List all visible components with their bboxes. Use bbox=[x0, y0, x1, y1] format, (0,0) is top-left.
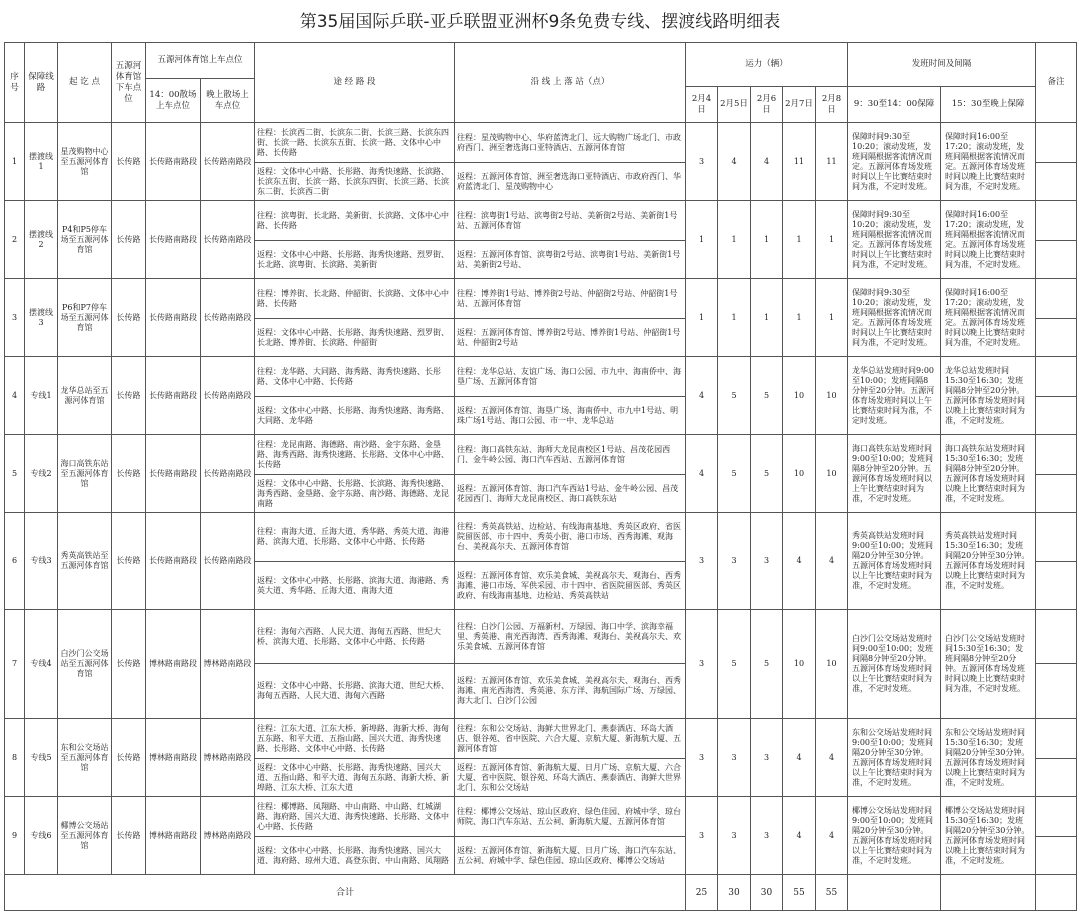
row-wuyuan-stop: 长传路 bbox=[112, 719, 146, 797]
row-line: 专线4 bbox=[25, 610, 58, 719]
header-remarks: 备注 bbox=[1036, 43, 1077, 123]
row-remarks-return bbox=[1036, 759, 1077, 797]
row-capacity: 1 bbox=[686, 201, 718, 279]
row-via-out: 往程：南海大道、丘海大道、秀华路、秀英大道、海港路、滨海大道、长彤路、文体中心中路、长传路 bbox=[255, 513, 455, 562]
row-remarks-return bbox=[1036, 397, 1077, 435]
row-capacity: 4 bbox=[718, 123, 751, 201]
row-stops-back: 返程：五源河体育馆、新海航大厦、日月广场、海口汽车东站、五公祠、府城中学、绿色佳园、琼山区政府、椰博公交场站 bbox=[455, 837, 686, 875]
row-capacity: 1 bbox=[718, 279, 751, 357]
row-capacity: 1 bbox=[783, 279, 816, 357]
row-seq: 9 bbox=[5, 797, 25, 875]
row-via-out: 往程：滨粤街、长北路、美新街、长滨路、文体中心中路、长传路 bbox=[255, 201, 455, 241]
row-time-morning: 椰博公交场站发班时间9:00至10:00；发班间隔20分钟至30分钟。五源河体育场发班时间以上午比赛结束时间为准，不定时发班。 bbox=[848, 797, 941, 875]
row-time-afternoon: 白沙门公交场站发班时间15:30至16:30；发班间隔8分钟至20分钟。五源河体育场发班时间以晚上比赛结束时间为准，不定时发班。 bbox=[941, 610, 1036, 719]
row-remarks bbox=[1036, 513, 1077, 562]
header-seq: 序号 bbox=[5, 43, 25, 123]
total-capacity: 25 bbox=[686, 875, 718, 911]
row-wuyuan-stop: 长传路 bbox=[112, 279, 146, 357]
row-capacity: 3 bbox=[686, 797, 718, 875]
row-time-afternoon: 秀英高铁站发班时间15:30至16:30；发班间隔20分钟至30分钟。五源河体育场发班时间以晚上比赛结束时间为准，不定时发班。 bbox=[941, 513, 1036, 610]
row-capacity: 1 bbox=[816, 279, 848, 357]
row-time-afternoon: 椰博公交场站发班时间15:30至16:30；发班间隔20分钟至30分钟。五源河体育场发班时间以晚上比赛结束时间为准，不定时发班。 bbox=[941, 797, 1036, 875]
row-capacity: 11 bbox=[816, 123, 848, 201]
header-stops: 沿 线 上 落 站（点） bbox=[455, 43, 686, 123]
total-label: 合计 bbox=[5, 875, 686, 911]
row-board-1400: 博林路南路段 bbox=[146, 610, 201, 719]
row-capacity: 5 bbox=[751, 610, 783, 719]
row-time-afternoon: 保障时间16:00至17:20；滚动发班，发班间隔根据客流情况而定。五源河体育场发班时间以晚上比赛结束时间为准，不定时发班。 bbox=[941, 279, 1036, 357]
row-remarks-return bbox=[1036, 837, 1077, 875]
header-date: 2月6日 bbox=[751, 87, 783, 123]
row-origin: 白沙门公交场站至五源河体育馆 bbox=[58, 610, 112, 719]
row-capacity: 10 bbox=[783, 357, 816, 435]
table-row bbox=[5, 357, 1077, 397]
row-capacity: 3 bbox=[686, 610, 718, 719]
row-remarks bbox=[1036, 719, 1077, 759]
row-wuyuan-stop: 长传路 bbox=[112, 201, 146, 279]
row-remarks bbox=[1036, 435, 1077, 475]
row-origin: 东和公交场站至五源河体育馆 bbox=[58, 719, 112, 797]
row-seq: 8 bbox=[5, 719, 25, 797]
header-date: 2月4日 bbox=[686, 87, 718, 123]
row-time-morning: 保障时间9:30至10:20；滚动发班，发班间隔根据客流情况而定。五源河体育场发班时间以上午比赛结束时间为准，不定时发班。 bbox=[848, 201, 941, 279]
row-stops-out: 往程：海口高铁东站、海师大龙昆南校区1号站、昌茂花园西门、金牛岭公园、海口汽车西站、五源河体育馆 bbox=[455, 435, 686, 475]
row-origin: P4和P5停车场至五源河体育馆 bbox=[58, 201, 112, 279]
row-board-evening: 长传路南路段 bbox=[201, 513, 255, 610]
header-board-1400: 14：00散场上车点位 bbox=[146, 79, 201, 123]
row-capacity: 4 bbox=[783, 719, 816, 797]
row-capacity: 5 bbox=[718, 610, 751, 719]
row-wuyuan-stop: 长传路 bbox=[112, 797, 146, 875]
row-seq: 2 bbox=[5, 201, 25, 279]
row-time-afternoon: 龙华总站发班时间15:30至16:30；发班间隔8分钟至20分钟。五源河体育场发班时间以晚上比赛结束时间为准，不定时发班。 bbox=[941, 357, 1036, 435]
row-line: 摆渡线1 bbox=[25, 123, 58, 201]
header-date: 2月8日 bbox=[816, 87, 848, 123]
row-capacity: 3 bbox=[686, 719, 718, 797]
table-row bbox=[5, 201, 1077, 241]
row-stops-back: 返程：五源河体育馆、洲至奢选海口亚特酒店、市政府西门、华府蓝湾北门、星茂购物中心 bbox=[455, 163, 686, 201]
row-capacity: 4 bbox=[783, 797, 816, 875]
row-capacity: 3 bbox=[718, 797, 751, 875]
row-board-1400: 长传路南路段 bbox=[146, 279, 201, 357]
row-board-evening: 长传路南路段 bbox=[201, 435, 255, 513]
row-board-1400: 博林路南路段 bbox=[146, 719, 201, 797]
row-remarks-return bbox=[1036, 664, 1077, 719]
row-seq: 1 bbox=[5, 123, 25, 201]
total-capacity: 30 bbox=[718, 875, 751, 911]
row-board-evening: 长传路南路段 bbox=[201, 279, 255, 357]
row-via-out: 往程：博养街、长北路、仲韶街、长滨路、文体中心中路、长传路 bbox=[255, 279, 455, 319]
row-seq: 6 bbox=[5, 513, 25, 610]
row-stops-back: 返程：五源河体育馆、海口汽车西站1号站、金牛岭公园、昌茂花园西门、海师大龙昆南校区、海口高铁东站 bbox=[455, 475, 686, 513]
header-departure: 发班时间及间隔 bbox=[848, 43, 1036, 87]
row-via-back: 返程：文体中心中路、长彤路、海秀快速路、烈罗街、长北路、博养街、长滨路、仲韶街 bbox=[255, 319, 455, 357]
row-via-out: 往程：龙昆南路、海德路、南沙路、金宇东路、金垦路、海秀西路、海秀快速路、长彤路、文体中心中路、长传路 bbox=[255, 435, 455, 475]
row-stops-out: 往程：龙华总站、友谊广场、海口公园、市九中、海南侨中、海垦广场、五源河体育馆 bbox=[455, 357, 686, 397]
row-seq: 4 bbox=[5, 357, 25, 435]
row-stops-out: 往程：滨粤街1号站、滨粤街2号站、美新街2号站、美新街1号站、五源河体育馆 bbox=[455, 201, 686, 241]
row-capacity: 10 bbox=[783, 435, 816, 513]
row-time-morning: 保障时间9:30至10:20；滚动发班，发班间隔根据客流情况而定。五源河体育场发班时间以上午比赛结束时间为准，不定时发班。 bbox=[848, 123, 941, 201]
row-via-out: 往程：江东大道、江东大桥、新埠路、海新大桥、海甸五东路、和平大道、五指山路、国兴大道、海秀快速路、长彤路、文体中心中路、长传路 bbox=[255, 719, 455, 759]
row-via-out: 往程：海甸六西路、人民大道、海甸五西路、世纪大桥、滨海大道、长彤路、文体中心中路、长传路 bbox=[255, 610, 455, 664]
row-origin: 椰博公交场站至五源河体育馆 bbox=[58, 797, 112, 875]
row-line: 专线5 bbox=[25, 719, 58, 797]
row-board-evening: 长传路南路段 bbox=[201, 357, 255, 435]
row-wuyuan-stop: 长传路 bbox=[112, 435, 146, 513]
table-row bbox=[5, 279, 1077, 319]
row-remarks-return bbox=[1036, 475, 1077, 513]
header-date: 2月7日 bbox=[783, 87, 816, 123]
row-via-back: 返程：文体中心中路、长彤路、海秀快速路、烈罗街、长北路、滨粤街、长滨路、美新街 bbox=[255, 241, 455, 279]
row-stops-back: 返程：五源河体育馆、欢乐美食城、美视高尔夫、观海台、西秀海滩、港口市场、军供采园、市十四中、省医院留医部、秀英区政府、有线海南基地、边检站、秀英高铁站 bbox=[455, 562, 686, 610]
row-capacity: 5 bbox=[751, 357, 783, 435]
row-remarks bbox=[1036, 201, 1077, 241]
row-line: 专线1 bbox=[25, 357, 58, 435]
row-stops-back: 返程：五源河体育馆、海垦广场、海南侨中、市九中1号站、明珠广场1号站、海口公园、市一中、龙华总站 bbox=[455, 397, 686, 435]
row-line: 专线6 bbox=[25, 797, 58, 875]
row-capacity: 3 bbox=[751, 797, 783, 875]
row-remarks-return bbox=[1036, 241, 1077, 279]
row-via-back: 返程：文体中心中路、长彤路、海秀快速路、国兴大道、海府路、琼州大道、高登东街、中山南路、凤翔路 bbox=[255, 837, 455, 875]
total-row bbox=[5, 875, 1077, 911]
row-time-morning: 龙华总站发班时间9:00至10:00；发班间隔8分钟至20分钟。五源河体育场发班时间以上午比赛结束时间为准，不定时发班。 bbox=[848, 357, 941, 435]
row-capacity: 10 bbox=[816, 435, 848, 513]
row-board-evening: 长传路南路段 bbox=[201, 201, 255, 279]
row-capacity: 3 bbox=[718, 513, 751, 610]
row-stops-out: 往程：东和公交场站、海鲜大世界北门、燕泰酒店、环岛大酒店、银谷苑、省中医院、六合大厦、京航大厦、新海航大厦、五源河体育馆 bbox=[455, 719, 686, 759]
row-remarks-return bbox=[1036, 163, 1077, 201]
row-wuyuan-stop: 长传路 bbox=[112, 357, 146, 435]
row-wuyuan-stop: 长传路 bbox=[112, 513, 146, 610]
row-stops-back: 返程：五源河体育馆、欢乐美食城、美视高尔夫、观海台、西秀海滩、南光西海湾、秀英港、东方洋、海航国际广场、万绿园、海大北门、白沙门公园 bbox=[455, 664, 686, 719]
row-capacity: 4 bbox=[816, 719, 848, 797]
header-date: 2月5日 bbox=[718, 87, 751, 123]
header-origin: 起 讫 点 bbox=[58, 43, 112, 123]
row-time-morning: 保障时间9:30至10:20；滚动发班，发班间隔根据客流情况而定。五源河体育场发班时间以上午比赛结束时间为准，不定时发班。 bbox=[848, 279, 941, 357]
row-origin: 星茂购物中心至五源河体育馆 bbox=[58, 123, 112, 201]
total-remarks bbox=[1036, 875, 1077, 911]
row-via-back: 返程：文体中心中路、长彤路、长滨路、海秀快速路、海秀西路、金垦路、金宇东路、南沙路、海德路、龙昆南路 bbox=[255, 475, 455, 513]
header-via-roads: 途 经 路 段 bbox=[255, 43, 455, 123]
row-stops-out: 往程：星茂购物中心、华府蓝湾北门、远大购物广场北门、市政府西门、洲至奢选海口亚特酒店、五源河体育馆 bbox=[455, 123, 686, 163]
row-via-back: 返程：文体中心中路、长彤路、滨海大道、世纪大桥、海甸五西路、人民大道、海甸六西路 bbox=[255, 664, 455, 719]
row-capacity: 4 bbox=[751, 123, 783, 201]
row-stops-out: 往程：博养街1号站、博养街2号站、仲韶街2号站、仲韶街1号站、五源河体育馆 bbox=[455, 279, 686, 319]
header-board-group: 五源河体育馆上车点位 bbox=[146, 43, 255, 79]
row-origin: 龙华总站至五源河体育馆 bbox=[58, 357, 112, 435]
row-line: 摆渡线2 bbox=[25, 201, 58, 279]
header-line: 保障线路 bbox=[25, 43, 58, 123]
row-board-evening: 博林路南路段 bbox=[201, 797, 255, 875]
row-capacity: 1 bbox=[686, 279, 718, 357]
row-capacity: 5 bbox=[718, 357, 751, 435]
row-time-afternoon: 海口高铁东站发班时间15:30至16:30；发班间隔8分钟至20分钟。五源河体育场发班时间以晚上比赛结束时间为准，不定时发班。 bbox=[941, 435, 1036, 513]
row-capacity: 5 bbox=[751, 435, 783, 513]
row-stops-back: 返程：五源河体育馆、博养街2号站、博养街1号站、仲韶街1号站、仲韶街2号站 bbox=[455, 319, 686, 357]
row-line: 专线3 bbox=[25, 513, 58, 610]
row-line: 摆渡线3 bbox=[25, 279, 58, 357]
row-board-1400: 长传路南路段 bbox=[146, 357, 201, 435]
row-board-1400: 长传路南路段 bbox=[146, 435, 201, 513]
row-capacity: 1 bbox=[816, 201, 848, 279]
row-seq: 7 bbox=[5, 610, 25, 719]
row-remarks bbox=[1036, 123, 1077, 163]
row-remarks bbox=[1036, 279, 1077, 319]
header-wuyuan-stop: 五源河体育馆下车点位 bbox=[112, 43, 146, 123]
row-capacity: 1 bbox=[751, 201, 783, 279]
row-time-morning: 东和公交场站发班时间9:00至10:00；发班间隔20分钟至30分钟。五源河体育场发班时间以上午比赛结束时间为准，不定时发班。 bbox=[848, 719, 941, 797]
row-board-evening: 博林路南路段 bbox=[201, 610, 255, 719]
header-time-morning: 9：30至14：00保障 bbox=[848, 87, 941, 123]
row-via-out: 往程：椰博路、凤翔路、中山南路、中山路、红城湖路、海府路、国兴大道、海秀快速路、长彤路、文体中心中路、长传路 bbox=[255, 797, 455, 837]
row-capacity: 1 bbox=[718, 201, 751, 279]
total-capacity: 55 bbox=[783, 875, 816, 911]
row-capacity: 10 bbox=[816, 610, 848, 719]
row-board-1400: 长传路南路段 bbox=[146, 201, 201, 279]
row-time-afternoon: 保障时间16:00至17:20；滚动发班，发班间隔根据客流情况而定。五源河体育场发班时间以晚上比赛结束时间为准，不定时发班。 bbox=[941, 201, 1036, 279]
total-capacity: 55 bbox=[816, 875, 848, 911]
row-stops-back: 返程：五源河体育馆、滨粤街2号站、滨粤街1号站、美新街1号站、美新街2号站、 bbox=[455, 241, 686, 279]
table-row bbox=[5, 123, 1077, 163]
row-capacity: 3 bbox=[718, 719, 751, 797]
table-row bbox=[5, 797, 1077, 837]
row-capacity: 4 bbox=[816, 513, 848, 610]
table-row bbox=[5, 435, 1077, 475]
row-capacity: 1 bbox=[783, 201, 816, 279]
row-capacity: 3 bbox=[751, 513, 783, 610]
header-capacity: 运力（辆） bbox=[686, 43, 848, 87]
row-board-1400: 长传路南路段 bbox=[146, 513, 201, 610]
row-via-back: 返程：文体中心中路、长彤路、海秀快速路、长滨路、长滨东五街、长滨一路、长滨东四街、长滨三路、长滨东二街、长滨西二街 bbox=[255, 163, 455, 201]
row-stops-out: 往程：白沙门公园、万福新村、万绿园、海口中学、滨海幸福里、秀英港、南光西海湾、西秀海滩、观海台、美视高尔夫、欢乐美食城、五源河体育馆 bbox=[455, 610, 686, 664]
row-remarks-return bbox=[1036, 319, 1077, 357]
row-capacity: 11 bbox=[783, 123, 816, 201]
row-time-morning: 白沙门公交场站发班时间9:00至10:00；发班间隔8分钟至20分钟。五源河体育场发班时间以上午比赛结束时间为准，不定时发班。 bbox=[848, 610, 941, 719]
row-capacity: 4 bbox=[816, 797, 848, 875]
row-capacity: 1 bbox=[751, 279, 783, 357]
row-capacity: 10 bbox=[783, 610, 816, 719]
table-row bbox=[5, 610, 1077, 664]
row-capacity: 4 bbox=[686, 357, 718, 435]
row-time-morning: 海口高铁东站发班时间9:00至10:00；发班间隔8分钟至20分钟。五源河体育场发班时间以上午比赛结束时间为准，不定时发班。 bbox=[848, 435, 941, 513]
row-wuyuan-stop: 长传路 bbox=[112, 610, 146, 719]
row-stops-back: 返程：五源河体育馆、新海航大厦、日月广场、京航大厦、六合大厦、省中医院、银谷苑、环岛大酒店、燕泰酒店、海鲜大世界北门、东和公交场站 bbox=[455, 759, 686, 797]
row-board-evening: 博林路南路段 bbox=[201, 719, 255, 797]
row-capacity: 4 bbox=[783, 513, 816, 610]
row-time-afternoon: 保障时间16:00至17:20；滚动发班，发班间隔根据客流情况而定。五源河体育场发班时间以晚上比赛结束时间为准，不定时发班。 bbox=[941, 123, 1036, 201]
row-via-out: 往程：长滨西二街、长滨东二街、长滨三路、长滨东四街、长滨一路、长滨东五街、长滨一路、文体中心中路、长传路 bbox=[255, 123, 455, 163]
row-via-out: 往程：龙华路、大同路、海秀路、海秀快速路、长彤路、文体中心中路、长传路 bbox=[255, 357, 455, 397]
row-remarks-return bbox=[1036, 562, 1077, 610]
header-board-evening: 晚上散场上车点位 bbox=[201, 79, 255, 123]
row-capacity: 3 bbox=[686, 513, 718, 610]
row-board-evening: 长传路南路段 bbox=[201, 123, 255, 201]
row-stops-out: 往程：秀英高铁站、边检站、有线海南基地、秀英区政府、省医院留医部、市十四中、秀英小街、港口市场、西秀海滩、观海台、美视高尔夫、五源河体育馆 bbox=[455, 513, 686, 562]
row-via-back: 返程：文体中心中路、长彤路、海秀快速路、海秀路、大同路、龙华路 bbox=[255, 397, 455, 435]
row-capacity: 3 bbox=[751, 719, 783, 797]
row-via-back: 返程：文体中心中路、长彤路、海秀快速路、国兴大道、五指山路、和平大道、海甸五东路、海新大桥、新埠路、江东大桥、江东大道 bbox=[255, 759, 455, 797]
total-time-morning bbox=[848, 875, 941, 911]
table-row bbox=[5, 513, 1077, 562]
row-capacity: 4 bbox=[686, 435, 718, 513]
row-stops-out: 往程：椰博公交场站、琼山区政府、绿色佳园、府城中学、琼台师院、海口汽车东站、五公祠、新海航大厦、五源河体育馆 bbox=[455, 797, 686, 837]
row-time-morning: 秀英高铁站发班时间9:00至10:00；发班间隔20分钟至30分钟。五源河体育场发班时间以上午比赛结束时间为准，不定时发班。 bbox=[848, 513, 941, 610]
row-origin: 秀英高铁站至五源河体育馆 bbox=[58, 513, 112, 610]
row-seq: 3 bbox=[5, 279, 25, 357]
header-time-afternoon: 15：30至晚上保障 bbox=[941, 87, 1036, 123]
row-via-back: 返程：文体中心中路、长彤路、滨海大道、海港路、秀英大道、秀华路、丘海大道、南海大道 bbox=[255, 562, 455, 610]
row-origin: 海口高铁东站至五源河体育馆 bbox=[58, 435, 112, 513]
row-remarks bbox=[1036, 797, 1077, 837]
page-title: 第35届国际乒联-亚乒联盟亚洲杯9条免费专线、摆渡线路明细表 bbox=[299, 12, 781, 32]
routes-table bbox=[4, 42, 1077, 911]
row-seq: 5 bbox=[5, 435, 25, 513]
row-remarks bbox=[1036, 610, 1077, 664]
row-remarks bbox=[1036, 357, 1077, 397]
row-time-afternoon: 东和公交场站发班时间15:30至16:30；发班间隔20分钟至30分钟。五源河体育场发班时间以晚上比赛结束时间为准，不定时发班。 bbox=[941, 719, 1036, 797]
table-row bbox=[5, 719, 1077, 759]
row-board-1400: 长传路南路段 bbox=[146, 123, 201, 201]
row-capacity: 3 bbox=[686, 123, 718, 201]
row-wuyuan-stop: 长传路 bbox=[112, 123, 146, 201]
total-capacity: 30 bbox=[751, 875, 783, 911]
row-capacity: 5 bbox=[718, 435, 751, 513]
row-capacity: 10 bbox=[816, 357, 848, 435]
row-board-1400: 博林路南路段 bbox=[146, 797, 201, 875]
row-line: 专线2 bbox=[25, 435, 58, 513]
row-origin: P6和P7停车场至五源河体育馆 bbox=[58, 279, 112, 357]
total-time-afternoon bbox=[941, 875, 1036, 911]
